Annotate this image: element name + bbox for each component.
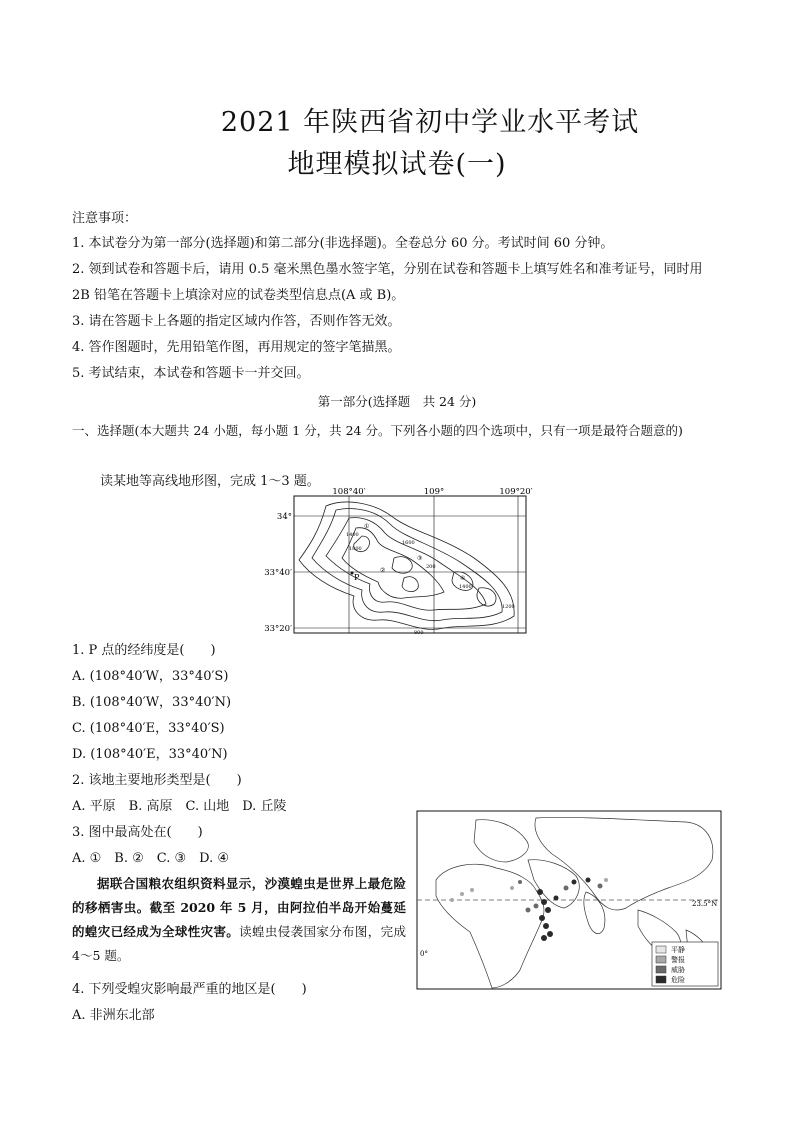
point-p-label: P xyxy=(354,573,360,582)
locust-dot xyxy=(543,923,549,929)
legend-label-3: 威胁 xyxy=(671,966,685,974)
q2-options: A. 平原 B. 高原 C. 山地 D. 丘陵 xyxy=(72,799,287,814)
locust-dot xyxy=(537,889,543,895)
locust-dot xyxy=(460,892,464,896)
q3-stem: 3. 图中最高处在( ) xyxy=(72,825,203,840)
mark-3: ③ xyxy=(417,555,423,562)
contour-lines xyxy=(299,502,514,629)
exam-subtitle: 地理模拟试卷(一) xyxy=(287,149,507,180)
locust-dot xyxy=(545,907,551,913)
section-instruction: 一、选择题(本大题共 24 小题，每小题 1 分，共 24 分。下列各小题的四个选项中，只有一项是最符合题意的) xyxy=(72,423,683,438)
point-p xyxy=(351,572,354,575)
contour-label-1: 1400 xyxy=(346,532,359,538)
tropic-label: 23.5°N xyxy=(692,900,718,908)
notice-item-1: 1. 本试卷分为第一部分(选择题)和第二部分(非选择题)。全卷总分 60 分。考试时间 60 分钟。 xyxy=(72,236,614,251)
mark-1: ① xyxy=(364,523,370,530)
q2-stem: 2. 该地主要地形类型是( ) xyxy=(72,773,242,788)
notice-item-4: 4. 答作图题时，先用铅笔作图，再用规定的签字笔描黑。 xyxy=(72,340,401,355)
locust-dot xyxy=(598,884,603,889)
map-legend xyxy=(652,942,718,986)
contour-label-3: 1600 xyxy=(402,540,415,546)
mark-4: ④ xyxy=(460,575,466,582)
legend-swatch-4 xyxy=(656,976,666,983)
locust-paragraph-bold: 据联合国粮农组织资料显示，沙漠蝗虫是世界上最危险的移栖害虫。截至 2020 年 5 月，由阿拉伯半岛开始蔓延的蝗灾已经成为全球性灾害。 xyxy=(72,876,406,939)
q1-stem: 1. P 点的经纬度是( ) xyxy=(72,643,216,658)
map-frame xyxy=(294,496,526,633)
locust-dot xyxy=(604,878,608,882)
locust-dot xyxy=(554,896,559,901)
locust-dot xyxy=(564,886,569,891)
contour-label-7: 800 xyxy=(414,630,424,636)
notice-item-5: 5. 考试结束，本试卷和答题卡一并交回。 xyxy=(72,366,310,381)
legend-swatch-3 xyxy=(656,966,666,973)
q3-options: A. ① B. ② C. ③ D. ④ xyxy=(72,851,230,866)
notice-item-3: 3. 请在答题卡上各题的指定区域内作答，否则作答无效。 xyxy=(72,314,401,329)
legend-label-2: 警报 xyxy=(671,956,685,964)
notice-item-2: 2. 领到试卷和答题卡后，请用 0.5 毫米黑色墨水签字笔，分别在试卷和答题卡上填写姓名和准考证号，同时用 2B 铅笔在答题卡上填涂对应的试卷类型信息点(A 或 B)。 xyxy=(72,262,703,303)
section-title: 第一部分(选择题 共 24 分) xyxy=(317,394,477,409)
q1-option-b: B. (108°40′W，33°40′N) xyxy=(72,695,232,710)
locust-dot xyxy=(547,931,553,937)
locust-dot xyxy=(470,888,474,892)
q1-option-a: A. (108°40′W，33°40′S) xyxy=(72,669,229,684)
mark-2: ② xyxy=(380,567,386,574)
q1-option-d: D. (108°40′E，33°40′N) xyxy=(72,747,228,762)
contour-label-2: 1800 xyxy=(349,546,362,552)
q4-option-a: A. 非洲东北部 xyxy=(72,1008,155,1023)
contour-label-6: 1400 xyxy=(459,584,472,590)
legend-label-1: 平静 xyxy=(671,946,685,954)
notice-heading: 注意事项： xyxy=(72,211,138,226)
contour-map xyxy=(254,488,534,638)
lon-label-2: 109° xyxy=(423,488,445,497)
legend-swatch-2 xyxy=(656,956,666,963)
locust-dot xyxy=(510,886,514,890)
locust-paragraph xyxy=(72,872,406,968)
contour-label-4: 200 xyxy=(426,564,436,570)
locust-dot xyxy=(518,880,522,884)
locust-dot xyxy=(526,908,531,913)
group1-lead: 读某地等高线地形图，完成 1～3 题。 xyxy=(100,474,320,489)
legend-swatch-1 xyxy=(656,946,666,953)
contour-label-5: 1200 xyxy=(502,604,515,610)
lon-label-3: 109°20′ xyxy=(499,488,533,497)
q4-stem: 4. 下列受蝗灾影响最严重的地区是( ) xyxy=(72,982,307,997)
locust-map xyxy=(416,810,722,990)
lat-label-3: 33°20′ xyxy=(264,624,292,634)
lat-label-2: 33°40′ xyxy=(264,568,292,578)
lat-label-1: 34° xyxy=(276,512,292,522)
locust-dot xyxy=(534,904,539,909)
locust-dot xyxy=(586,878,591,883)
locust-paragraph-plain: 读蝗虫侵袭国家分布图，完成 4～5 题。 xyxy=(72,924,406,963)
locust-dot xyxy=(539,915,545,921)
locust-dot xyxy=(450,898,454,902)
locust-dot xyxy=(541,899,547,905)
locust-dot xyxy=(572,880,577,885)
lon-label-1: 108°40′ xyxy=(332,488,366,497)
legend-label-4: 危险 xyxy=(671,976,685,984)
locust-dot xyxy=(541,935,547,941)
q1-option-c: C. (108°40′E，33°40′S) xyxy=(72,721,225,736)
exam-title: 2021 年陕西省初中学业水平考试 xyxy=(220,107,640,138)
equator-label: 0° xyxy=(420,950,428,958)
